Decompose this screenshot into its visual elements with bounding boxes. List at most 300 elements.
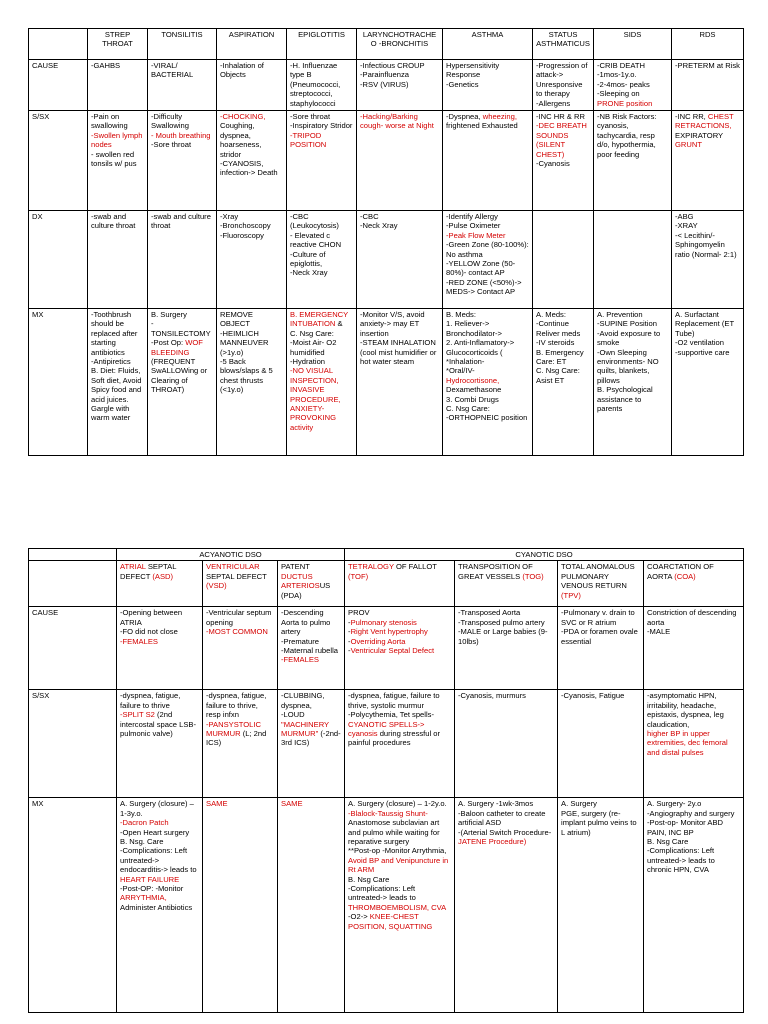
table-cell (672, 309, 744, 456)
cell-text: -dyspnea, fatigue, failure to thrive, resp infxn (206, 691, 267, 720)
cell-line (446, 61, 529, 80)
cell-text: A. Prevention (597, 310, 643, 319)
cell-line (561, 608, 640, 627)
cell-line (675, 338, 740, 347)
cell-text: -RSV (VIRUS) (360, 79, 409, 89)
table-cell (558, 607, 644, 690)
cell-line (91, 310, 144, 357)
cell-text: -LOUD (281, 710, 305, 720)
highlighted-text: CYANOTIC SPELLS-> cyanosis (348, 719, 425, 739)
cell-text: -Inhalation of Objects (220, 61, 264, 80)
highlighted-text: THROMBOEMBOLISM, CVA (348, 902, 447, 912)
cell-line (446, 366, 529, 385)
cell-line (360, 221, 439, 230)
cell-text: A. Meds: (536, 310, 566, 319)
highlighted-text: SAME (206, 799, 228, 809)
cell-line (675, 310, 740, 338)
row-label: CAUSE (29, 60, 88, 111)
cell-text: -2-4mos- peaks (597, 79, 650, 89)
cell-line (458, 608, 554, 617)
cell-text: -supportive care (675, 347, 730, 357)
cell-text: -FO did not close (120, 627, 178, 637)
cell-text: -O2-> (348, 912, 370, 922)
cell-line (220, 310, 283, 329)
column-header: TONSILITIS (148, 29, 217, 60)
cell-line (348, 720, 451, 748)
cell-line (597, 89, 668, 108)
row-label: MX (29, 309, 88, 456)
cell-line (348, 846, 451, 874)
cell-line (151, 61, 213, 80)
cell-text: - (348, 636, 351, 646)
cell-text: A. Surfactant Replacement (ET Tube) (675, 310, 734, 338)
cell-text: -Green Zone (80-100%): No asthma (446, 240, 529, 259)
cell-text: B. Psychological assistance to parents (597, 385, 653, 414)
cell-line (675, 61, 740, 70)
cell-text: PGE, surgery (re-implant pulmo veins to L atrium) (561, 808, 637, 837)
cell-line (120, 799, 199, 818)
cell-text: -Cyanosis, Fatigue (561, 691, 625, 701)
table-cell (117, 798, 203, 1013)
cell-line (220, 231, 283, 240)
cell-text: *Oral/IV- (446, 366, 475, 376)
cell-text: -Neck Xray (360, 221, 398, 231)
highlighted-text: -CHOCKING, (220, 112, 266, 121)
cell-text: -MALE or Large babies (9-10lbs) (458, 627, 548, 646)
cell-line (348, 618, 451, 627)
cell-line (360, 61, 439, 70)
table-cell (455, 798, 558, 1013)
cell-line (91, 150, 144, 169)
cell-text: Hypersensitivity Response (446, 61, 500, 80)
cell-text: -Parainfluenza (360, 70, 409, 80)
cell-line (348, 710, 451, 719)
column-header: SIDS (594, 29, 672, 60)
cell-text: Dexamethasone (446, 385, 502, 395)
highlighted-text: (TOF) (348, 571, 369, 581)
acyanotic-group-header: ACYANOTIC DSO (117, 549, 345, 561)
cell-line (348, 912, 451, 931)
cell-line (597, 70, 668, 79)
table-cell (287, 60, 357, 111)
cell-text: SEPTAL DEFECT (120, 562, 177, 581)
cell-text: A. Surgery (closure) – 1-2y.o. (348, 799, 447, 809)
cell-text: C. Nsg Care: Asist ET (536, 366, 580, 385)
table-cell (455, 607, 558, 690)
cell-text: (2nd intercostal space LSB- pulmonic valve) (120, 710, 196, 739)
table-cell (287, 309, 357, 456)
highlighted-text: -MOST COMMON (206, 627, 268, 637)
column-header: ASPIRATION (217, 29, 287, 60)
cell-line (675, 131, 740, 150)
cell-line (290, 121, 353, 130)
cell-text: -CBC (360, 212, 379, 221)
cell-text: **Post-op -Monitor Arrythmia, (348, 846, 447, 856)
table-cell (558, 690, 644, 798)
cell-line (348, 646, 451, 655)
table-row (29, 690, 744, 798)
cell-line (120, 627, 199, 636)
cell-text: (L; 2nd ICS) (206, 729, 267, 748)
highlighted-text: higher BP in upper extremities, dec femoral and distal pulses (647, 729, 728, 757)
cell-text: -Monitor V/S, avoid anxiety-> may ET insertion (360, 310, 425, 338)
highlighted-text: PRONE position (597, 98, 653, 108)
cell-line (446, 259, 529, 278)
corner-cell (29, 561, 117, 607)
cell-text: -H. Influenzae type B (Pneumococci, streptococci, staphylococci (290, 61, 341, 108)
cell-text: -Moist Air- O2 humidified (290, 338, 337, 357)
highlighted-text: -TRIPOD POSITION (290, 130, 327, 150)
cell-line (290, 268, 353, 277)
highlighted-text: -DEC BREATH SOUNDS (SILENT CHEST) (536, 121, 587, 159)
cell-line (446, 221, 529, 230)
highlighted-text: B. EMERGENCY INTUBATION (290, 310, 349, 329)
cell-text: -Transposed pulmo artery (458, 617, 545, 627)
table-cell (278, 798, 345, 1013)
cell-line (281, 799, 341, 808)
cell-line (120, 828, 199, 837)
highlighted-text: -FEMALES (120, 636, 158, 646)
table-cell (203, 798, 278, 1013)
cell-line (120, 893, 199, 902)
cell-text: - (348, 646, 351, 656)
cell-text: Anastomose subclavian art and pulmo while waiting for reparative surgery (348, 818, 440, 847)
cell-line (281, 655, 341, 664)
highlighted-text: -Blalock-Taussig Shunt- (348, 808, 428, 818)
highlighted-text: (TOG) (522, 571, 544, 581)
highlighted-text: -Swollen lymph nodes (91, 130, 143, 150)
cell-line (290, 231, 353, 250)
cell-line (597, 319, 668, 328)
cell-line (91, 131, 144, 150)
cell-line (647, 691, 740, 729)
cell-line (536, 112, 590, 121)
cell-text: -1mos-1y.o. (597, 70, 637, 80)
cell-line (647, 627, 740, 636)
table-cell (533, 111, 594, 211)
table-cell (217, 309, 287, 456)
cell-line (446, 212, 529, 221)
cell-line (220, 221, 283, 230)
cell-line (446, 319, 529, 338)
highlighted-text: -NO VISUAL INSPECTION, INVASIVE PROCEDURE, ANXIETY-PROVOKING activity (290, 366, 341, 432)
cell-line (360, 338, 439, 366)
cell-text: -Sore throat (151, 140, 192, 150)
table-row (29, 607, 744, 690)
cell-line (220, 112, 283, 121)
cell-line (597, 310, 668, 319)
cell-text: A. Surgery (closure) – 1-3y.o. (120, 799, 194, 818)
cell-line (281, 710, 341, 748)
highlighted-text: GRUNT (675, 140, 702, 150)
cell-line (281, 608, 341, 636)
highlighted-text: KNEE-CHEST POSITION, SQUATTING (348, 912, 433, 931)
table-row (29, 111, 744, 211)
cell-line (348, 691, 451, 710)
cell-line (536, 99, 590, 108)
cell-text: - (348, 617, 351, 627)
cell-line (120, 837, 199, 846)
cell-text: -MALE (647, 627, 671, 637)
cell-text: -Hydration (290, 357, 326, 367)
cell-text: -Inspiratory Stridor (290, 121, 353, 131)
highlighted-text: - Mouth breathing (151, 130, 211, 140)
row-label: CAUSE (29, 607, 117, 690)
cell-text: -Infectious CROUP (360, 61, 425, 70)
cell-line (290, 338, 353, 357)
cell-line (675, 212, 740, 221)
table-cell (533, 60, 594, 111)
cell-line (348, 809, 451, 818)
highlighted-text: (VSD) (206, 581, 227, 591)
cell-text: -Bronchoscopy (220, 221, 271, 231)
table-cell (443, 111, 533, 211)
cell-text: -Complications: Left untreated-> leads to (348, 884, 416, 903)
cell-line (151, 310, 213, 319)
cell-text: -Sore throat (290, 112, 331, 121)
table-cell (148, 111, 217, 211)
cell-text: PATENT (281, 562, 310, 572)
cell-line (348, 875, 451, 884)
table-cell (357, 211, 443, 309)
cell-text: *Inhalation- (446, 357, 485, 367)
cell-line (91, 61, 144, 70)
cell-line (446, 338, 529, 357)
cell-line (290, 112, 353, 121)
column-header (278, 561, 345, 607)
highlighted-text: (TPV) (561, 590, 581, 600)
cell-line (597, 385, 668, 413)
cell-line (206, 608, 274, 627)
highlighted-text: WOF BLEEDING (151, 338, 203, 357)
cell-line (561, 809, 640, 837)
cell-line (290, 250, 353, 269)
table-cell (357, 60, 443, 111)
cell-text: -Neck Xray (290, 268, 328, 278)
cell-text: -SUPINE Position (597, 319, 657, 329)
cell-text: (-2nd-3rd ICS) (281, 729, 341, 748)
cell-line (536, 319, 590, 338)
cell-text: -Complications: Left untreated-> endocarditis-> leads to (120, 846, 197, 875)
highlighted-text: (COA) (674, 571, 696, 581)
cell-text: -Allergens (536, 98, 571, 108)
cell-line (647, 608, 740, 627)
cell-text: -Pulse Oximeter (446, 221, 501, 231)
cell-text: Coughing, dyspnea, hoarseness, stridor (220, 121, 262, 159)
cell-text: -Complications: Left untreated-> leads to chronic HPN, CVA (647, 846, 715, 875)
table-cell (455, 690, 558, 798)
cell-line (348, 637, 451, 646)
cell-line (290, 61, 353, 108)
cell-line (446, 310, 529, 319)
cell-line (597, 329, 668, 348)
row-label: MX (29, 798, 117, 1013)
cell-line (206, 799, 274, 808)
cell-line (120, 903, 199, 912)
cell-line (206, 720, 274, 748)
cell-text: -Dyspnea, (446, 112, 483, 121)
highlighted-text: JATENE Procedure) (458, 837, 527, 847)
table-row (29, 60, 744, 111)
cell-line (597, 112, 668, 159)
cell-text: -CBC (Leukocytosis) (290, 212, 339, 231)
table-row (29, 309, 744, 456)
table-cell (345, 607, 455, 690)
cell-line (446, 385, 529, 394)
cell-text: -Baloon catheter to create artificial ASD (458, 808, 546, 828)
cell-line (151, 212, 213, 231)
table-cell (203, 690, 278, 798)
cell-line (206, 691, 274, 719)
cell-line (647, 809, 740, 818)
table-row (29, 798, 744, 1013)
column-header: ASTHMA (443, 29, 533, 60)
cell-text: during stressful or painful procedures (348, 729, 441, 748)
cell-line (536, 121, 590, 159)
cell-line (206, 627, 274, 636)
cell-line (120, 846, 199, 874)
row-label: S/SX (29, 690, 117, 798)
table-cell (217, 211, 287, 309)
cell-line (597, 61, 668, 70)
highlighted-text: TETRALOGY (348, 562, 394, 572)
cell-text: B. Diet: Fluids, Soft diet, Avoid Spicy food and acid juices. Gargle with warm water (91, 366, 142, 423)
cell-text: -< Lecithin/-Sphingomyelin ratio (Normal- 2:1) (675, 230, 737, 259)
cell-line (220, 212, 283, 221)
cell-text: 1. Reliever-> Bronchodilator-> (446, 319, 502, 338)
highlighted-text: wheezing, (482, 112, 517, 121)
cell-text: C. Nsg Care: (446, 404, 490, 414)
cell-line (91, 357, 144, 366)
table-cell (345, 798, 455, 1013)
cell-line (458, 691, 554, 700)
table-cell (644, 607, 744, 690)
cell-line (536, 61, 590, 99)
table-cell (345, 690, 455, 798)
cell-line (536, 159, 590, 168)
highlighted-text: Hydrocortisone, (446, 375, 500, 385)
cell-line (458, 799, 554, 808)
cell-line (151, 357, 213, 395)
cell-line (120, 818, 199, 827)
table-cell (88, 60, 148, 111)
cell-text: -YELLOW Zone (50-80%)- contact AP (446, 259, 516, 278)
cell-text: -Angiography and surgery (647, 808, 735, 818)
cell-text: B. Meds: (446, 310, 476, 319)
table-cell (558, 798, 644, 1013)
cell-line (348, 903, 451, 912)
table-cell (357, 111, 443, 211)
cell-line (348, 608, 451, 617)
cell-text: -Cyanosis (536, 159, 570, 169)
cell-text: -Difficulty Swallowing (151, 112, 189, 131)
table-cell (357, 309, 443, 456)
cell-text: -INC HR & RR (536, 112, 585, 121)
cell-line (281, 691, 341, 710)
cell-text: - (348, 627, 351, 637)
table-cell (594, 111, 672, 211)
cell-text: -5 Back blows/slaps & 5 chest thrusts (<1y.o) (220, 357, 273, 395)
highlighted-text: ARRYTHMIA, (120, 893, 167, 903)
cell-line (675, 221, 740, 230)
cell-line (220, 61, 283, 80)
cell-text: -swab and culture throat (151, 212, 211, 231)
table-cell (644, 798, 744, 1013)
table-cell (443, 309, 533, 456)
cell-text: -Post-op- Monitor ABD PAIN, INC BP (647, 818, 723, 837)
cell-text: 2. Anti-Inflamatory-> Glucocorticoids ( (446, 338, 515, 357)
column-header (455, 561, 558, 607)
cell-line (348, 818, 451, 846)
cell-text: -Pain on swallowing (91, 112, 128, 131)
table-cell (594, 309, 672, 456)
table-cell (533, 211, 594, 309)
highlighted-text: -Dacron Patch (120, 818, 169, 828)
cell-line (360, 112, 439, 131)
cell-line (446, 413, 529, 422)
cell-text: -GAHBS (91, 61, 121, 70)
cell-text: COARCTATION OF AORTA (647, 562, 714, 581)
highlighted-text: -Peak Flow Meter (446, 230, 506, 240)
cell-text: A. Surgery (561, 799, 597, 809)
cell-text: -Fluoroscopy (220, 230, 264, 240)
cell-text: EXPIRATORY (675, 130, 723, 140)
cell-line (290, 366, 353, 432)
table-cell (443, 60, 533, 111)
cell-text: -Pulmonary v. drain to SVC or R atrium (561, 608, 635, 627)
cell-line (151, 338, 213, 357)
table-cell (278, 607, 345, 690)
cell-text: -dyspnea, fatigue, failure to thrive, systolic murmur (348, 691, 440, 710)
cell-line (151, 140, 213, 149)
cell-text: -Post-OP: -Monitor (120, 884, 184, 894)
column-header: LARYNCHOTRACHEO -BRONCHITIS (357, 29, 443, 60)
cell-line (220, 159, 283, 178)
cell-text: B. Emergency Care: ET (536, 347, 584, 367)
column-header (558, 561, 644, 607)
cell-line (446, 395, 529, 404)
cell-line (446, 80, 529, 89)
cell-text: C. Nsg Care: (290, 328, 334, 338)
cell-text: -Cyanosis, murmurs (458, 691, 526, 701)
cell-text: -Toothbrush should be replaced after starting antibiotics (91, 310, 138, 357)
cell-line (360, 310, 439, 338)
cell-line (91, 212, 144, 231)
cell-text: TRANSPOSITION OF GREAT VESSELS (458, 562, 533, 581)
column-header: STREP THROAT (88, 29, 148, 60)
cell-text: - Elevated c reactive CHON (290, 230, 342, 250)
cell-line (348, 627, 451, 636)
cell-text: -STEAM INHALATION (cool mist humidifier or hot water steam (360, 338, 437, 367)
cell-text: -INC RR, (675, 112, 708, 121)
cell-line (151, 131, 213, 140)
table-cell (117, 607, 203, 690)
cell-line (290, 212, 353, 231)
cell-text: -O2 ventilation (675, 338, 724, 348)
cell-line (446, 278, 529, 297)
table-cell (203, 607, 278, 690)
cell-line (561, 691, 640, 700)
cell-text: -Post Op: (151, 338, 186, 348)
cell-line (281, 637, 341, 646)
cell-text: -RED ZONE (<50%)-> MEDS-> Contact AP (446, 277, 522, 297)
cell-text: -Identify Allergy (446, 212, 498, 221)
cell-text: TOTAL ANOMALOUS PULMONARY VENOUS RETURN (561, 562, 635, 591)
highlighted-text: "MACHINERY MURMUR" (281, 719, 329, 739)
cell-line (446, 121, 529, 130)
highlighted-text: HEART FAILURE (120, 874, 180, 884)
column-header: STATUS ASTHMATICUS (533, 29, 594, 60)
